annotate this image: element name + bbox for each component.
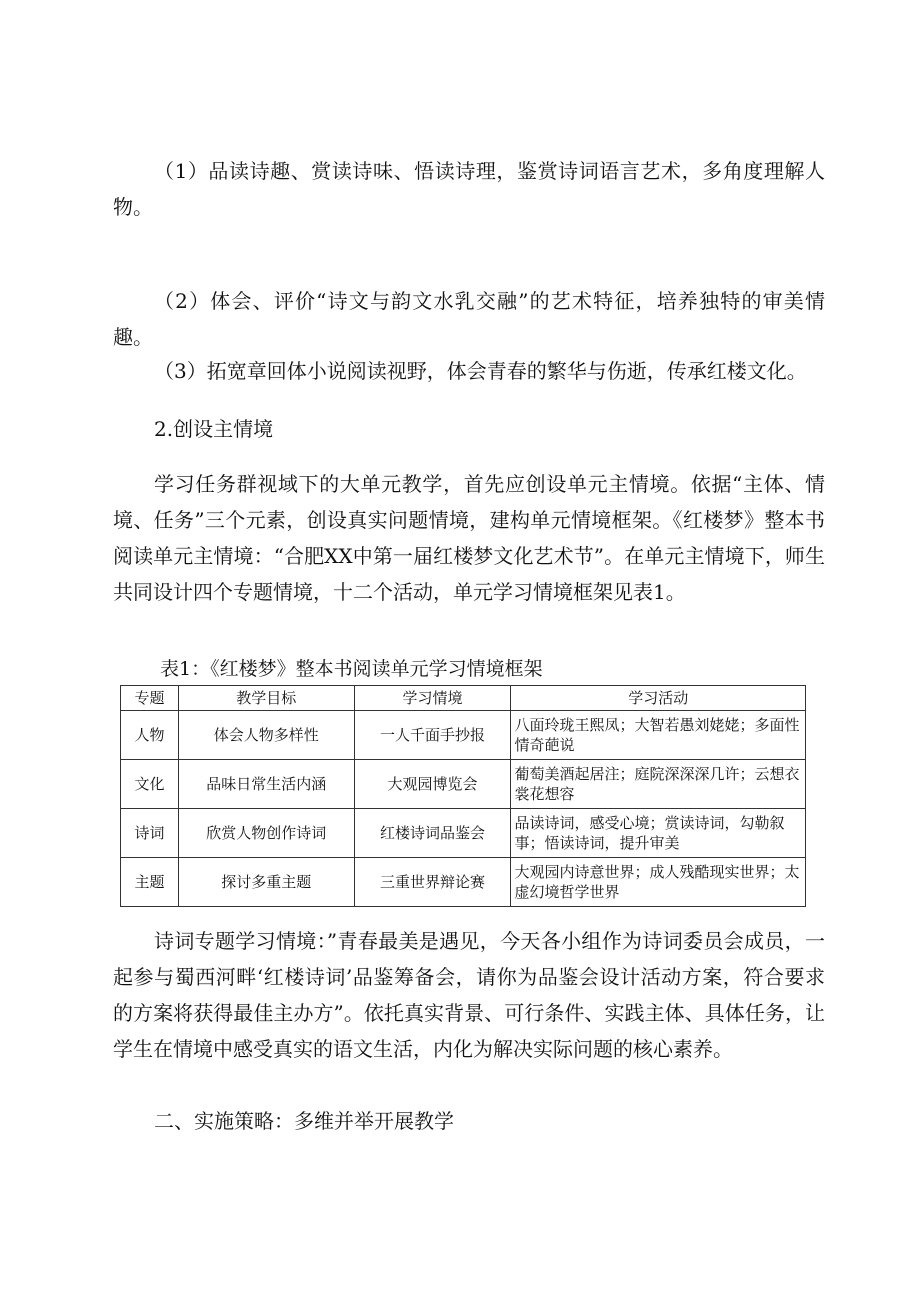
cell-activity: 八面玲珑王熙凤；大智若愚刘姥姥；多面性情奇葩说 xyxy=(511,711,806,760)
cell-situation: 三重世界辩论赛 xyxy=(354,858,511,907)
table-row xyxy=(121,858,806,907)
cell-activity: 品读诗词，感受心境；赏读诗词，勾勒叙事；悟读诗词，提升审美 xyxy=(511,809,806,858)
table-row xyxy=(121,760,806,809)
cell-situation: 一人千面手抄报 xyxy=(354,711,511,760)
objective-1: （1）品读诗趣、赏读诗味、悟读诗理，鉴赏诗词语言艺术，多角度理解人物。 xyxy=(113,159,825,219)
cell-situation: 红楼诗词品鉴会 xyxy=(354,809,511,858)
part-two-heading: 二、实施策略：多维并举开展教学 xyxy=(154,1109,454,1133)
section-body-paragraph: 学习任务群视域下的大单元教学，首先应创设单元主情境。依据“主体、情境、任务”三个元素，创设真实问题情境，建构单元情境框架。《红楼梦》整本书阅读单元主情境：“合肥XX中第一届红楼梦文化艺术节”。在单元主情境下，师生共同设计四个专题情境，十二个活动，单元学习情境框架见表1。 xyxy=(113,472,825,604)
cell-activity: 葡萄美酒起居注；庭院深深深几许；云想衣裳花想容 xyxy=(511,760,806,809)
poetry-situation-paragraph: 诗词专题学习情境：”青春最美是遇见，今天各小组作为诗词委员会成员，一起参与蜀西河畔‘红楼诗词’品鉴筹备会，请你为品鉴会设计活动方案，符合要求的方案将获得最佳主办方”。依托真实背景、可行条件、实践主体、具体任务，让学生在情境中感受真实的语文生活，内化为解决实际问题的核心素养。 xyxy=(113,929,825,1061)
cell-topic: 人物 xyxy=(121,711,179,760)
cell-activity: 大观园内诗意世界；成人残酷现实世界；太虚幻境哲学世界 xyxy=(511,858,806,907)
table-row xyxy=(121,809,806,858)
cell-goal: 体会人物多样性 xyxy=(178,711,354,760)
table-row xyxy=(121,711,806,760)
cell-goal: 品味日常生活内涵 xyxy=(178,760,354,809)
section-heading-create-situation: 2.创设主情境 xyxy=(154,417,274,441)
cell-goal: 探讨多重主题 xyxy=(178,858,354,907)
situation-framework-table xyxy=(120,685,806,907)
cell-topic: 主题 xyxy=(121,858,179,907)
objective-3: （3）拓宽章回体小说阅读视野，体会青春的繁华与伤逝，传承红楼文化。 xyxy=(154,359,807,383)
header-activity: 学习活动 xyxy=(511,686,806,711)
objective-2: （2）体会、评价“诗文与韵文水乳交融”的艺术特征，培养独特的审美情趣。 xyxy=(113,289,825,349)
header-goal: 教学目标 xyxy=(178,686,354,711)
table-caption: 表1：《红楼梦》整本书阅读单元学习情境框架 xyxy=(160,658,543,680)
cell-goal: 欣赏人物创作诗词 xyxy=(178,809,354,858)
header-topic: 专题 xyxy=(121,686,179,711)
cell-topic: 文化 xyxy=(121,760,179,809)
table-header-row xyxy=(121,686,806,711)
header-situation: 学习情境 xyxy=(354,686,511,711)
cell-topic: 诗词 xyxy=(121,809,179,858)
cell-situation: 大观园博览会 xyxy=(354,760,511,809)
